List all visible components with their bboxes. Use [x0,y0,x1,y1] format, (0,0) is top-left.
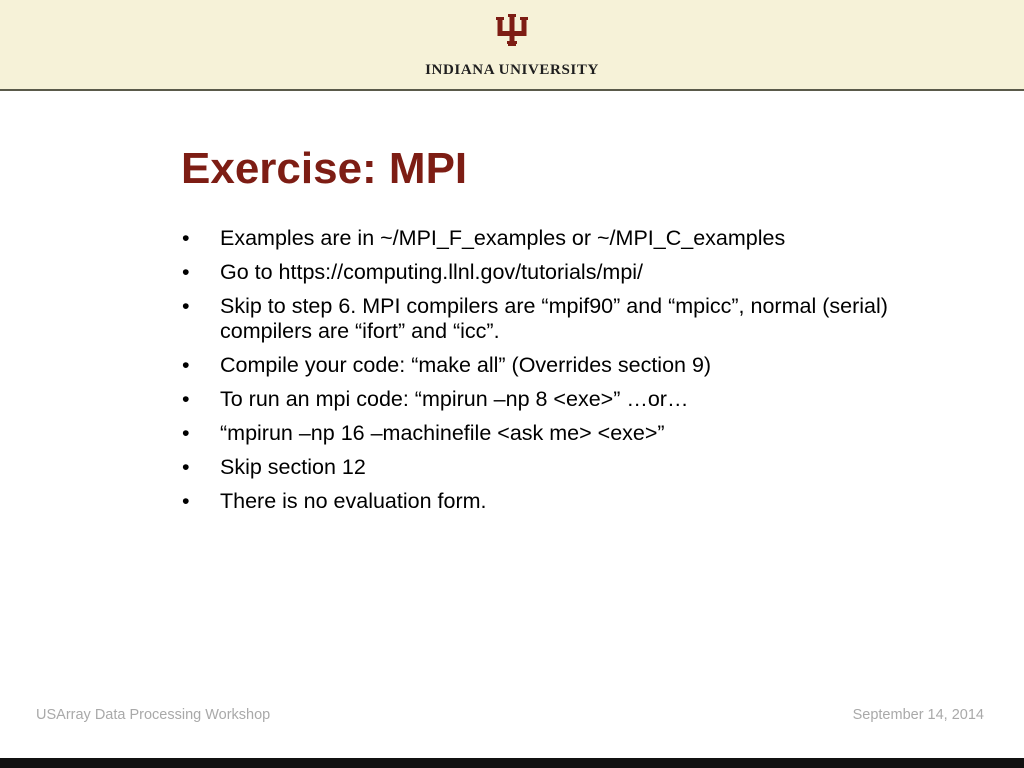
bottom-bar [0,758,1024,768]
bullet-list [182,226,962,523]
footer-date: September 14, 2014 [852,707,984,723]
footer-event-name: USArray Data Processing Workshop [36,707,271,723]
bullet-dot: • [182,226,190,250]
bullet-text: Skip to step 6. MPI compilers are “mpif90” and “mpicc”, normal (serial) compilers are “ifort” and “icc”. [220,294,888,343]
bullet-item [182,421,962,446]
bullet-text: There is no evaluation form. [220,489,487,513]
bullet-dot: • [182,294,190,318]
bullet-text: Examples are in ~/MPI_F_examples or ~/MPI_C_examples [220,226,786,250]
bullet-item [182,294,962,344]
university-wordmark: INDIANA UNIVERSITY [425,62,599,78]
bullet-item [182,353,962,378]
bullet-item [182,260,962,285]
bullet-text: Go to https://computing.llnl.gov/tutorials/mpi/ [220,260,644,284]
header-band [0,0,1024,89]
bullet-dot: • [182,421,190,445]
header-divider [0,89,1024,91]
bullet-text: To run an mpi code: “mpirun –np 8 <exe>” …or… [220,387,689,411]
bullet-dot: • [182,455,190,479]
bullet-item [182,387,962,412]
bullet-dot: • [182,353,190,377]
bullet-text: “mpirun –np 16 –machinefile <ask me> <exe>” [220,421,665,445]
bullet-item [182,489,962,514]
bullet-dot: • [182,387,190,411]
bullet-item [182,455,962,480]
slide-title: Exercise: MPI [181,144,468,193]
bullet-dot: • [182,489,190,513]
bullet-dot: • [182,260,190,284]
iu-trident-icon [496,14,528,50]
bullet-text: Skip section 12 [220,455,366,479]
bullet-item [182,226,962,251]
bullet-text: Compile your code: “make all” (Overrides section 9) [220,353,712,377]
